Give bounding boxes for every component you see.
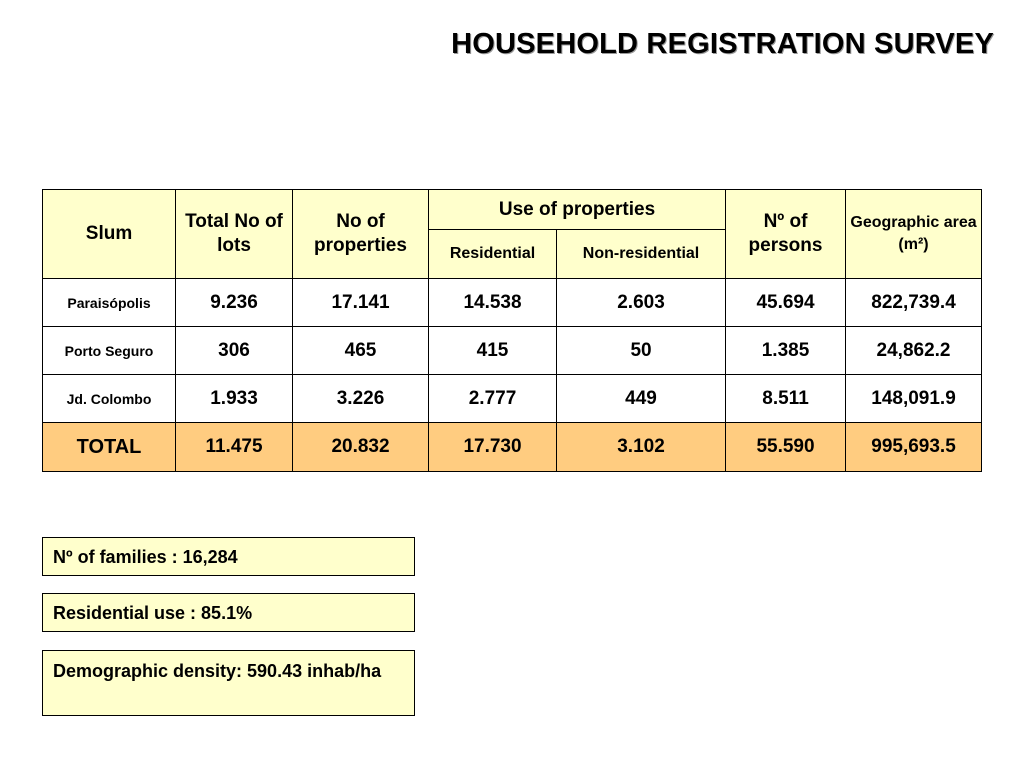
cell-total-non-residential: 3.102 xyxy=(557,423,726,472)
table-row xyxy=(43,279,982,327)
cell-residential: 2.777 xyxy=(429,375,557,423)
cell-no-properties: 465 xyxy=(293,327,429,375)
header-use-of-properties: Use of properties xyxy=(429,190,726,230)
cell-slum: Jd. Colombo xyxy=(43,375,176,423)
table-row xyxy=(43,327,982,375)
survey-table xyxy=(42,189,982,472)
cell-total-lots: 306 xyxy=(176,327,293,375)
header-non-residential: Non-residential xyxy=(557,230,726,279)
cell-no-properties: 3.226 xyxy=(293,375,429,423)
cell-total-geo-area: 995,693.5 xyxy=(846,423,982,472)
families-box: Nº of families : 16,284 xyxy=(42,537,415,576)
cell-total-persons: 55.590 xyxy=(726,423,846,472)
header-total-lots: Total No of lots xyxy=(176,190,293,279)
cell-non-residential: 449 xyxy=(557,375,726,423)
cell-total-label: TOTAL xyxy=(43,423,176,472)
density-box: Demographic density: 590.43 inhab/ha xyxy=(42,650,415,716)
cell-geo-area: 24,862.2 xyxy=(846,327,982,375)
cell-total-lots: 9.236 xyxy=(176,279,293,327)
header-persons: Nº of persons xyxy=(726,190,846,279)
cell-total-lots: 1.933 xyxy=(176,375,293,423)
cell-no-properties: 17.141 xyxy=(293,279,429,327)
cell-total-residential: 17.730 xyxy=(429,423,557,472)
cell-geo-area: 822,739.4 xyxy=(846,279,982,327)
cell-persons: 8.511 xyxy=(726,375,846,423)
cell-slum: Porto Seguro xyxy=(43,327,176,375)
cell-persons: 1.385 xyxy=(726,327,846,375)
cell-slum: Paraisópolis xyxy=(43,279,176,327)
total-row xyxy=(43,423,982,472)
cell-geo-area: 148,091.9 xyxy=(846,375,982,423)
residential-use-box: Residential use : 85.1% xyxy=(42,593,415,632)
cell-non-residential: 2.603 xyxy=(557,279,726,327)
cell-total-lots: 11.475 xyxy=(176,423,293,472)
header-row-1 xyxy=(43,190,982,230)
cell-residential: 415 xyxy=(429,327,557,375)
cell-residential: 14.538 xyxy=(429,279,557,327)
header-geographic-area: Geographic area (m²) xyxy=(846,190,982,279)
header-residential: Residential xyxy=(429,230,557,279)
table-row xyxy=(43,375,982,423)
header-no-properties: No of properties xyxy=(293,190,429,279)
cell-persons: 45.694 xyxy=(726,279,846,327)
cell-total-properties: 20.832 xyxy=(293,423,429,472)
page-title: HOUSEHOLD REGISTRATION SURVEY xyxy=(451,28,994,60)
header-slum: Slum xyxy=(43,190,176,279)
cell-non-residential: 50 xyxy=(557,327,726,375)
